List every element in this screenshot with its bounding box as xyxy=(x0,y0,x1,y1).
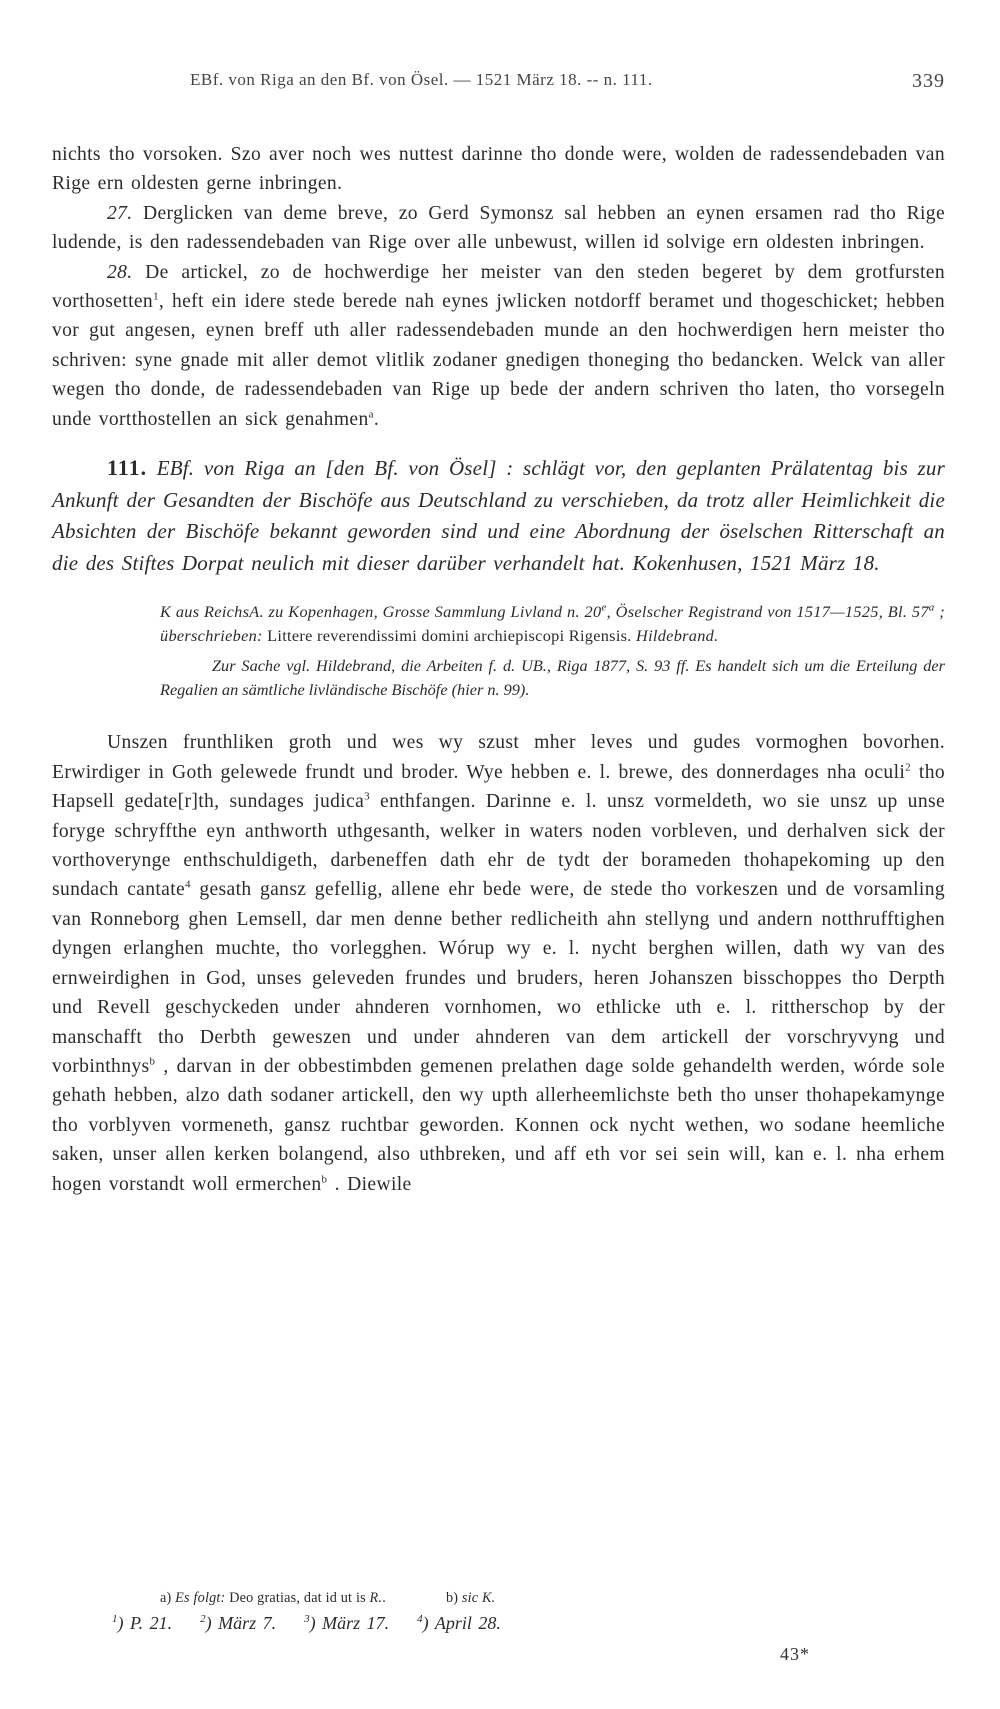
numbered-footnotes xyxy=(52,1613,945,1634)
source-reference xyxy=(160,600,945,648)
paragraph-text: Derglicken van deme breve, zo Gerd Symonsz sal hebben an eynen ersamen rad tho Rige ludende, is den radessendebaden van Rige over alle unbewust, willen id solvige ern oldesten inbringen. xyxy=(52,202,945,254)
footnote-number: 2 xyxy=(200,1613,206,1625)
document-regest xyxy=(52,452,945,579)
footnote-text: ) April 28. xyxy=(422,1613,501,1633)
footnote-text: sic K. xyxy=(458,1590,496,1606)
article-number: 28. xyxy=(107,261,133,283)
letter-segment: tho Hapsell gedate[r]th, sundages judica xyxy=(52,761,945,813)
letter-segment: enthfangen. Darinne e. l. unsz vormeldeth, wo sie unsz up unse foryge schryffthe eyn anthworth uthgesanth, welker in waters noden vorbleven, und derhalven sick der vorthoverynge enthschuldigeth, darbeneffen dath ehr de tydt der borameden thohapekoming up den sundach cantate xyxy=(52,791,945,901)
main-text xyxy=(52,140,945,1199)
footnote-number: 4 xyxy=(417,1613,423,1625)
footnote-text: Es folgt: xyxy=(175,1590,226,1606)
paragraph-27 xyxy=(52,199,945,258)
paragraph-text: . xyxy=(373,408,380,430)
letter-segment: , darvan in der obbestimbden gemenen prelathen dage solde gehandelth werden, wórde sole gehath hebben, alzo dath sodaner artickell, den wy upth allerheemlichste beth tho unser thohapekamynge tho vorblyven vormeneth, gansz ruchtbar geworden. Konnen ock nycht wethen, wo sodane heemliche saken, unser allen kerken bolangend, also uthbreken, und aff eth vor sei sein will, kan e. l. nha erhem hogen vorstandt woll ermerchen xyxy=(52,1055,945,1195)
footnote-ref: a xyxy=(368,408,374,421)
source-text: Littere reverendissimi domini archiepiscopi Rigensis. xyxy=(262,626,632,646)
running-header xyxy=(190,70,945,90)
letter-segment: gesath gansz gefellig, allene ehr bede were, de stede tho vorkeszen und de vorsamling van Ronneborg ghen Lemsell, dar men denne bether redlicheith ahn stellyng und andern notthrufftighen dyngen erlanghen muchte, tho vorlegghen. Wórup wy e. l. nycht berghen willen, dath wy van des ernweirdighen in God, unses geleveden frundes und bruders, heren Johanszen bisschoppes tho Derpth und Revell geschyckeden under ahnderen vornhomen, wo ethlicke uth e. l. rittherschop by der manschafft tho Derbth geweszen und under ahnderen van dem artickell der vorschryvyng und vorbinthnys xyxy=(52,879,945,1077)
source-note-text: Zur Sache vgl. Hildebrand, die Arbeiten f. d. UB., Riga 1877, S. 93 ff. Es handelt sich um die Erteilung der Regalien an sämtliche livländische Bischöfe (hier n. 99). xyxy=(160,656,945,700)
footnote-ref: 2 xyxy=(905,761,912,774)
source-sup: e xyxy=(601,602,607,615)
footnotes xyxy=(52,1590,945,1634)
paragraph-text: De artickel, zo de hochwerdige her meister van den steden begeret by dem grotfursten vorthosetten xyxy=(52,261,945,313)
page-number: 339 xyxy=(912,70,945,92)
letter-segment: . Diewile xyxy=(327,1173,412,1195)
document-number: 111. xyxy=(107,455,148,481)
paragraph-28 xyxy=(52,258,945,434)
source-text: Hildebrand. xyxy=(631,626,719,646)
footnote-ref: 3 xyxy=(364,790,370,803)
footnote-text: ) P. 21. xyxy=(117,1613,173,1633)
footnote-number: 3 xyxy=(304,1613,310,1625)
footnote-text: ) März 17. xyxy=(309,1613,390,1633)
footnote-label: a) xyxy=(160,1590,172,1606)
paragraph-text: , heft ein idere stede berede nah eynes jwlicken notdorff beramet und thogeschicket; hebben vor gut angesen, eynen breff uth aller radessendebaden munde an den hochwerdigen hern meister tho schriven: syne gnade mit aller demot vlitlik zodaner gnedigen thoneging tho bedancken. Welck van aller wegen tho donde, de radessendebaden van Rige up bede der andern schriven tho laten, tho vorsegeln unde vortthostellen an sick genahmen xyxy=(52,291,945,430)
footnote-text: Deo gratias, dat id ut is xyxy=(225,1590,366,1606)
letter-segment: Unszen frunthliken groth und wes wy szust mher leves und gudes vormoghen bovorhen. Erwirdiger in Goth gelewede frundt und broder. Wye hebben e. l. brewe, des donnerdages nha oculi xyxy=(52,732,945,783)
paragraph-continuation: nichts tho vorsoken. Szo aver noch wes nuttest darinne tho donde were, wolden de radessendebaden van Rige ern oldesten gerne inbringen. xyxy=(52,144,945,195)
source-sup: a xyxy=(928,602,935,615)
signature-mark: 43* xyxy=(780,1644,810,1664)
article-number: 27. xyxy=(107,202,133,224)
source-text: K aus ReichsA. zu Kopenhagen, Grosse Sammlung Livland n. 20 xyxy=(160,602,602,622)
regest-text: EBf. von Riga an [den Bf. von Ösel] : schlägt vor, den geplanten Prälatentag bis zur Ankunft der Gesandten der Bischöfe aus Deutschland zu verschieben, da trotz aller Heimlichkeit die Absichten der Bischöfe bekannt geworden sind und eine Abordnung der öselschen Ritterschaft an die des Stiftes Dorpat neulich mit dieser darüber verhandelt hat. Kokenhusen, 1521 März 18. xyxy=(52,456,945,575)
footnote-text: R. xyxy=(365,1590,383,1606)
footnote-text: ) März 7. xyxy=(205,1613,277,1633)
running-title: EBf. von Riga an den Bf. von Ösel. — 1521 März 18. -- n. 111. xyxy=(190,70,653,89)
letter-text xyxy=(52,728,945,1199)
footnote-ref: b xyxy=(149,1055,156,1068)
source-note xyxy=(160,654,945,702)
footnote-ref: 1 xyxy=(153,290,159,303)
source-text: , Öselscher Registrand von 1517—1525, Bl. 57 xyxy=(606,602,929,622)
footnote-ref: b xyxy=(321,1173,328,1185)
footnote-label: b) xyxy=(445,1590,459,1606)
footnote-number: 1 xyxy=(112,1613,118,1625)
source-text: ; überschrieben: xyxy=(160,602,945,646)
footnote-ref: 4 xyxy=(185,878,191,891)
text-footnotes: a) Es folgt: Deo gratias, dat id ut is R.. b) sic K. xyxy=(160,1590,496,1606)
